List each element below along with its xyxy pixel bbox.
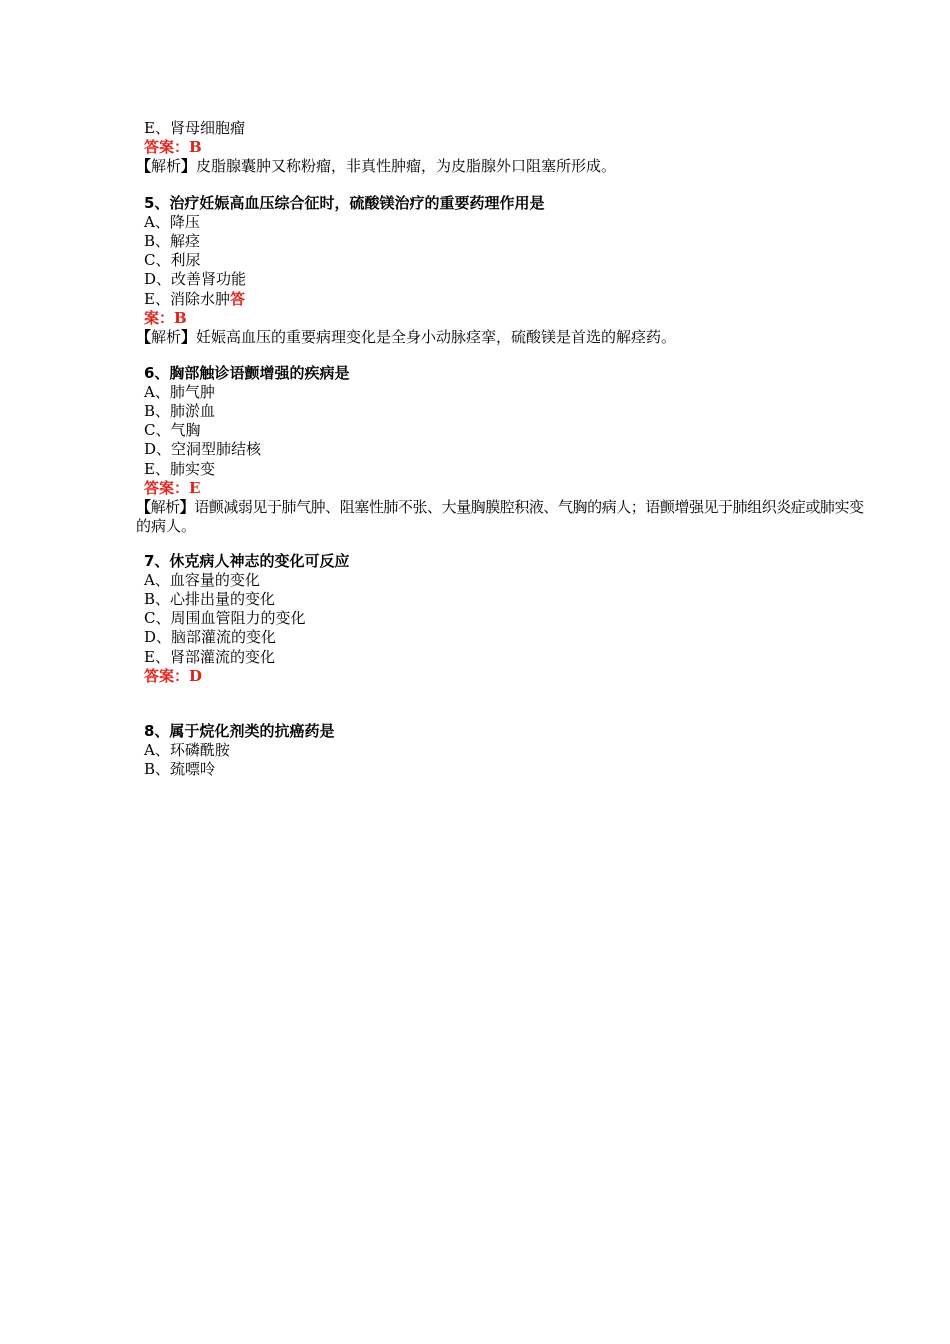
explanation-text: 妊娠高血压的重要病理变化是全身小动脉痉挛，硫酸镁是首选的解痉药。 (196, 328, 677, 346)
q5-answer-part2: 案：B (144, 309, 187, 327)
option-text: E、消除水肿 (144, 290, 230, 308)
q4-answer: 答案：B (144, 138, 202, 156)
q5-option-e (144, 290, 245, 309)
explanation-tag: 解析 (151, 328, 182, 346)
q5-option-a: A、降压 (144, 213, 200, 231)
q5-explanation (136, 328, 676, 347)
bracket-close: 】 (181, 328, 197, 346)
q6-option-e: E、肺实变 (144, 460, 215, 478)
q7-option-e: E、肾部灌流的变化 (144, 648, 275, 666)
q7-option-a: A、血容量的变化 (144, 571, 260, 589)
bracket-close: 】 (179, 498, 195, 516)
bracket-open: 【 (136, 328, 152, 346)
explanation-text: 语颤减弱见于肺气肿、阻塞性肺不张、大量胸膜腔积液、气胸的病人；语颤增强见于肺组织炎症或肺实变 (194, 498, 864, 516)
q6-option-b: B、肺淤血 (144, 402, 216, 420)
q7-option-d: D、脑部灌流的变化 (144, 628, 277, 646)
q7-question: 7、休克病人神志的变化可反应 (144, 552, 350, 570)
q7-answer: 答案：D (144, 667, 203, 685)
q5-option-b: B、解痉 (144, 232, 201, 250)
explanation-text: 皮脂腺囊肿又称粉瘤，非真性肿瘤，为皮脂腺外口阻塞所形成。 (196, 157, 617, 175)
q6-option-a: A、肺气肿 (144, 383, 215, 401)
q5-answer-part1: 答 (229, 290, 245, 308)
q7-option-c: C、周围血管阻力的变化 (144, 609, 306, 627)
explanation-tag: 解析 (150, 498, 180, 516)
q6-explanation-line1 (136, 498, 864, 517)
q6-answer: 答案：E (144, 479, 201, 497)
q5-option-d: D、改善肾功能 (144, 270, 247, 288)
q4-option-e: E、肾母细胞瘤 (144, 119, 245, 137)
q6-explanation-line2: 的病人。 (136, 517, 197, 535)
q5-option-c: C、利尿 (144, 251, 201, 269)
bracket-open: 【 (136, 157, 152, 175)
bracket-close: 】 (181, 157, 197, 175)
q8-option-a: A、环磷酰胺 (144, 741, 230, 759)
q6-option-c: C、气胸 (144, 421, 201, 439)
q6-question: 6、胸部触诊语颤增强的疾病是 (144, 364, 350, 382)
q4-explanation (136, 157, 616, 176)
q6-option-d: D、空洞型肺结核 (144, 440, 262, 458)
q8-question: 8、属于烷化剂类的抗癌药是 (144, 722, 335, 740)
q7-option-b: B、心排出量的变化 (144, 590, 276, 608)
explanation-tag: 解析 (151, 157, 182, 175)
q8-option-b: B、巯嘌呤 (144, 760, 216, 778)
q5-question: 5、治疗妊娠高血压综合征时，硫酸镁治疗的重要药理作用是 (144, 194, 545, 212)
bracket-open: 【 (136, 498, 151, 516)
